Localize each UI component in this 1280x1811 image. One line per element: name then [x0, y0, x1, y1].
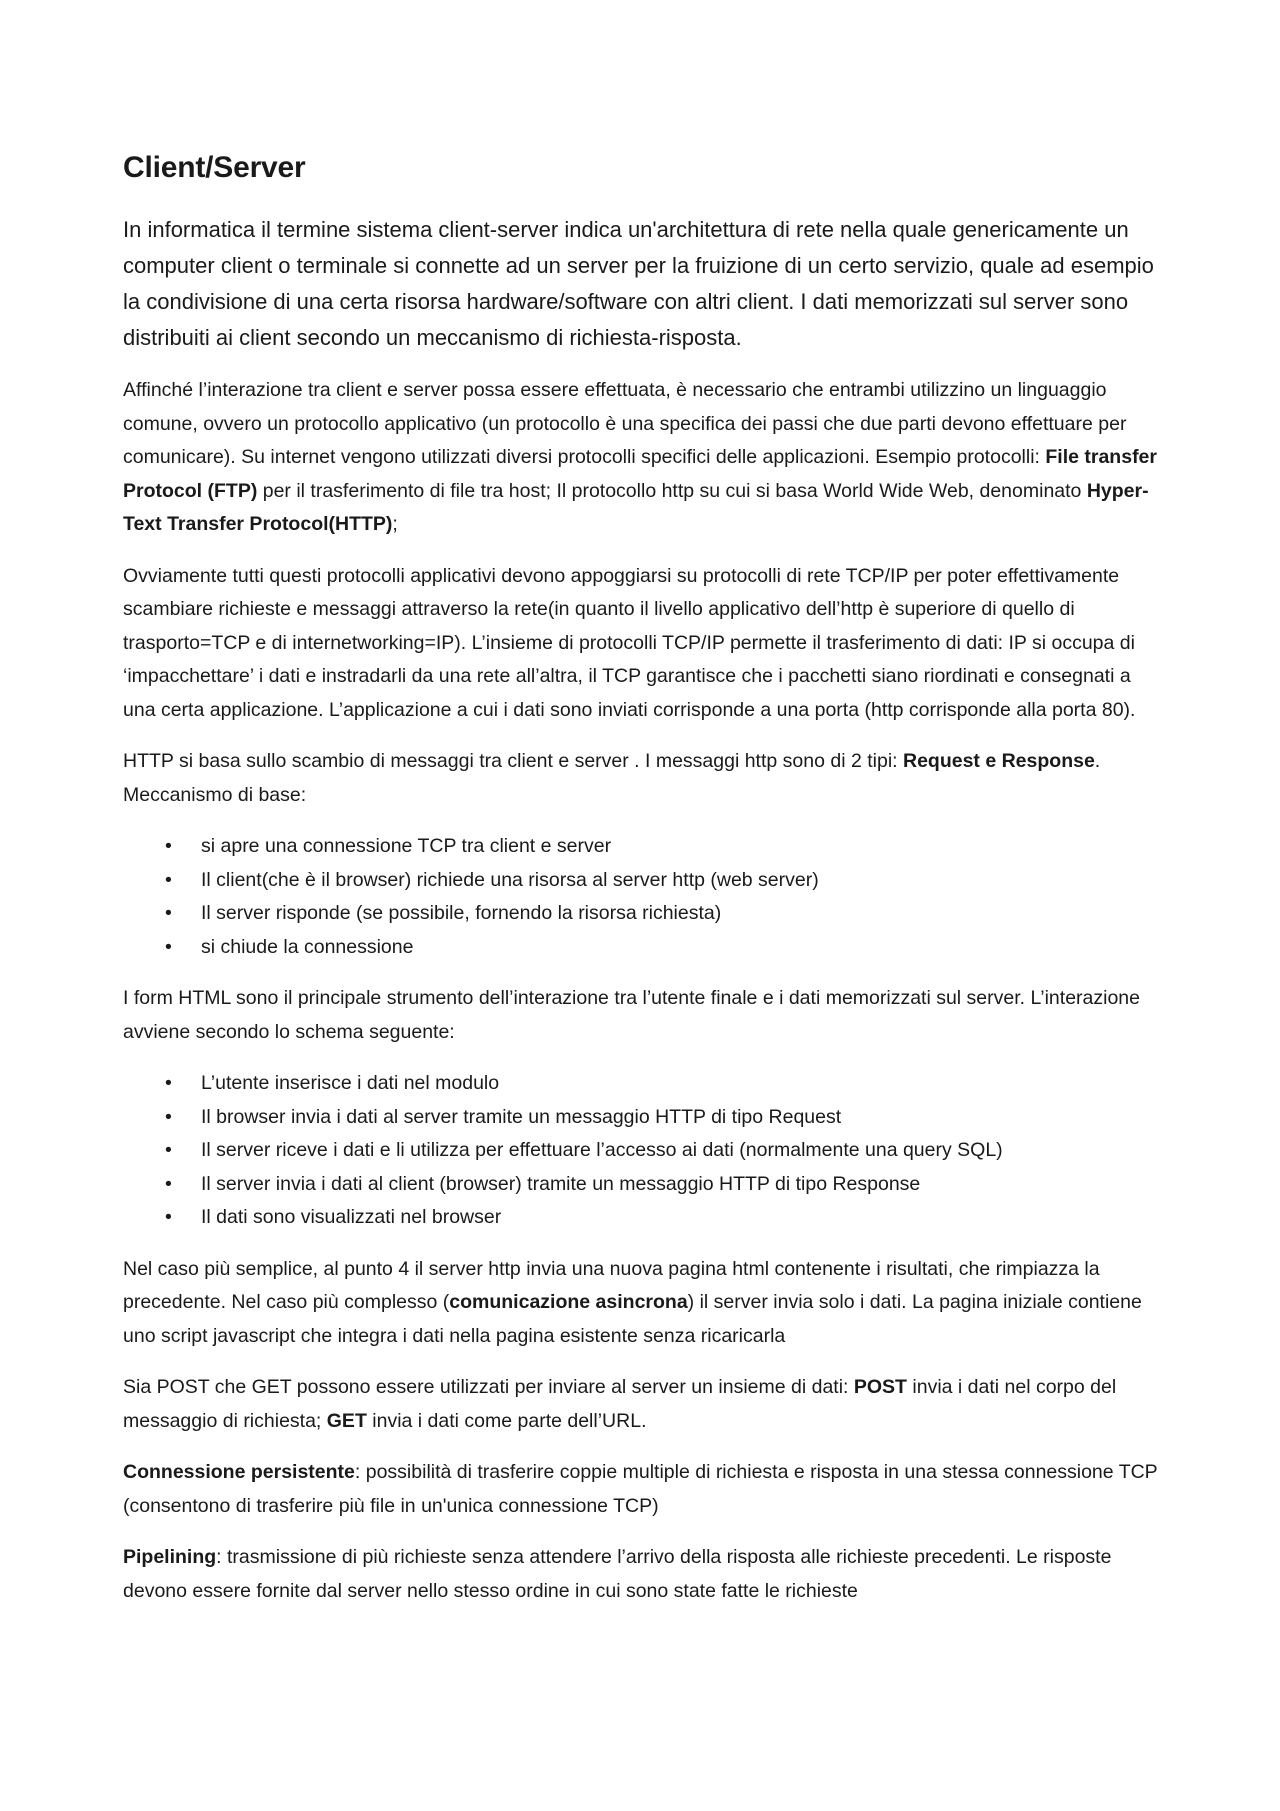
- list-item: [123, 1201, 1163, 1235]
- tcp-ip-paragraph: Ovviamente tutti questi protocolli applicativi devono appoggiarsi su protocolli di rete TCP/IP per poter effettivamente scambiare richieste e messaggi attraverso la rete(in quanto il livello applicativo dell’http è superiore di quello di trasporto=TCP e di internetworking=IP). L’insieme di protocolli TCP/IP permette il trasferimento di dati: IP si occupa di ‘impacchettare’ i dati e instradarli da una rete all’altra, il TCP garantisce che i pacchetti siano riordinati e consegnati a una certa applicazione. L’applicazione a cui i dati sono inviati corrisponde a una porta (http corrisponde alla porta 80).: [123, 564, 1136, 721]
- list-item: [123, 864, 1163, 898]
- list-item-text: Il server invia i dati al client (browser) tramite un messaggio HTTP di tipo Response: [201, 1172, 921, 1195]
- bullet-icon: •: [165, 1072, 172, 1094]
- list-item-text: Il client(che è il browser) richiede una risorsa al server http (web server): [201, 868, 819, 891]
- http-messages-paragraph: [123, 745, 1163, 812]
- text-run: ) il server invia solo i dati. La pagina iniziale contiene uno script javascript che integra i dati nella pagina esistente senza ricaricarla: [123, 1291, 1142, 1347]
- async-communication-paragraph: [123, 1253, 1163, 1354]
- post-term: POST: [853, 1376, 907, 1398]
- list-item-text: si apre una connessione TCP tra client e server: [201, 835, 612, 857]
- ftp-term: File transfer Protocol (FTP): [123, 446, 1157, 502]
- document-page: [123, 150, 1163, 1626]
- text-run: : trasmissione di più richieste senza attendere l’arrivo della risposta alle richieste precedenti. Le risposte devono essere fornite dal server nello stesso ordine in cui sono state fatte le richieste: [123, 1546, 1112, 1602]
- bullet-icon: •: [165, 1206, 172, 1228]
- list-item-text: L’utente inserisce i dati nel modulo: [201, 1072, 500, 1094]
- bullet-icon: •: [165, 1105, 172, 1128]
- persistent-connection-term: Connessione persistente: [123, 1461, 355, 1483]
- list-item-text: Il server riceve i dati e li utilizza per effettuare l’accesso ai dati (normalmente una query SQL): [201, 1139, 1003, 1161]
- bullet-icon: •: [165, 1172, 172, 1195]
- async-term: comunicazione asincrona: [449, 1291, 688, 1313]
- pipelining-paragraph: [123, 1541, 1163, 1608]
- text-run: invia i dati nel corpo del messaggio di richiesta;: [123, 1376, 1117, 1432]
- http-mechanism-list: [123, 830, 1163, 964]
- text-run: : possibilità di trasferire coppie multiple di richiesta e risposta in una stessa connessione TCP (consentono di trasferire più file in un'unica connessione TCP): [123, 1461, 1158, 1517]
- list-item: [123, 1168, 1163, 1202]
- protocols-paragraph: [123, 374, 1163, 542]
- bullet-icon: •: [165, 935, 172, 958]
- list-item: [123, 1134, 1163, 1168]
- bullet-icon: •: [165, 868, 172, 891]
- list-item: [123, 830, 1163, 864]
- list-item-text: Il browser invia i dati al server tramite un messaggio HTTP di tipo Request: [201, 1105, 842, 1128]
- http-term: Hyper-Text Transfer Protocol(HTTP): [123, 479, 1149, 535]
- list-item: [123, 897, 1163, 931]
- text-run: ;: [392, 513, 398, 535]
- page-title: Client/Server: [123, 151, 306, 184]
- get-term: GET: [326, 1409, 367, 1432]
- persistent-connection-paragraph: [123, 1456, 1163, 1523]
- text-run: Nel caso più semplice, al punto 4 il server http invia una nuova pagina html contenente i risultati, che rimpiazza la precedente. Nel caso più complesso (: [123, 1257, 1100, 1313]
- request-response-term: Request e Response: [902, 750, 1095, 772]
- list-item-text: Il dati sono visualizzati nel browser: [201, 1206, 502, 1228]
- text-run: . Meccanismo di base:: [123, 750, 1101, 806]
- html-form-paragraph: I form HTML sono il principale strumento dell’interazione tra l’utente finale e i dati memorizzati sul server. L’interazione avviene secondo lo schema seguente:: [123, 987, 1140, 1043]
- text-run: Affinché l’interazione tra client e server possa essere effettuata, è necessario che entrambi utilizzino un linguaggio comune, ovvero un protocollo applicativo (un protocollo è una specifica dei passi che due parti devono effettuare per comunicare). Su internet vengono utilizzati diversi protocolli specifici delle applicazioni. Esempio protocolli:: [123, 379, 1127, 468]
- bullet-icon: •: [165, 1139, 172, 1161]
- intro-paragraph: In informatica il termine sistema client-server indica un'architettura di rete nella quale genericamente un computer client o terminale si connette ad un server per la fruizione di un certo servizio, quale ad esempio la condivisione di una certa risorsa hardware/software con altri client. I dati memorizzati sul server sono distribuiti ai client secondo un meccanismo di richiesta-risposta.: [123, 217, 1154, 350]
- text-run: HTTP si basa sullo scambio di messaggi tra client e server . I messaggi http sono di 2 tipi:: [123, 750, 903, 772]
- bullet-icon: •: [165, 902, 172, 924]
- list-item-text: Il server risponde (se possibile, fornendo la risorsa richiesta): [201, 902, 722, 924]
- text-run: Sia POST che GET possono essere utilizzati per inviare al server un insieme di dati:: [123, 1376, 854, 1398]
- text-run: invia i dati come parte dell’URL.: [366, 1409, 647, 1432]
- list-item: [123, 1101, 1163, 1135]
- form-interaction-list: [123, 1067, 1163, 1235]
- pipelining-term: Pipelining: [123, 1546, 217, 1568]
- list-item-text: si chiude la connessione: [201, 935, 414, 958]
- list-item: [123, 1067, 1163, 1101]
- bullet-icon: •: [165, 835, 172, 857]
- list-item: [123, 931, 1163, 965]
- post-get-paragraph: [123, 1371, 1163, 1438]
- text-run: per il trasferimento di file tra host; Il protocollo http su cui si basa World Wide Web, denominato: [257, 479, 1087, 502]
